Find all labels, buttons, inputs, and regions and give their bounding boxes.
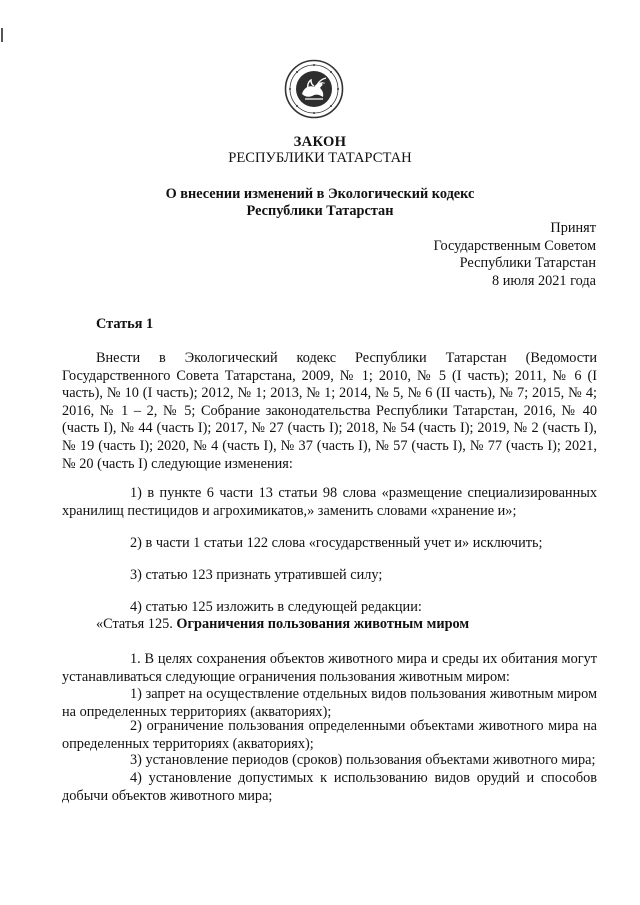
item-text: в пункте 6 части 13 статьи 98 слова «размещение специализированных хранилищ пестицидов и агрохимикатов,» заменить словами «хранение и»; bbox=[62, 485, 597, 519]
document-type: ЗАКОН bbox=[293, 134, 347, 150]
article-intro: Внести в Экологический кодекс Республики Татарстан (Ведомости Государственного Совета Татарстана, 2009, № 1; 2010, № 5 (I часть); 2011, № 6 (I часть), № 10 (I часть); 2012, № 1; 2013, № 1; 2014, № 5, № 6 (II часть), № 7; 2015, № 4; 2016, № 1 – 2, № 5; Собрание законодательства Республики Татарстан, 2016, № 40 (часть I), № 44 (часть I); 2017, № 27 (часть I); 2018, № 54 (часть I); 2019, № 2 (часть I), № 19 (часть I); 2020, № 4 (часть I), № 37 (часть I), № 57 (часть I), № 77 (часть I); 2021, № 20 (часть I) следующие изменения: bbox=[62, 350, 597, 472]
item-number: 1) bbox=[130, 686, 142, 702]
item-number: 2) bbox=[130, 535, 142, 551]
adopted-date: 8 июля 2021 года bbox=[491, 272, 596, 289]
amendment-item-4 bbox=[62, 599, 597, 617]
item-text: в части 1 статьи 122 слова «государственный учет и» исключить; bbox=[145, 535, 543, 551]
amendment-item-1 bbox=[62, 485, 597, 520]
item-text: запрет на осуществление отдельных видов пользования животным миром на определенных территориях (акваториях); bbox=[62, 686, 597, 720]
adoption-block bbox=[433, 220, 596, 290]
coat-of-arms-emblem bbox=[284, 59, 344, 119]
restriction-item-4 bbox=[62, 770, 597, 805]
adopted-body: Государственным Советом bbox=[433, 237, 596, 254]
item-number: 1) bbox=[130, 485, 142, 501]
item-number: 4) bbox=[130, 599, 142, 615]
item-number: 2) bbox=[130, 718, 142, 734]
quoted-part-1 bbox=[62, 651, 597, 686]
item-text: ограничение пользования определенными объектами животного мира на определенных территориях (акваториях); bbox=[62, 718, 597, 752]
amendment-item-3 bbox=[62, 567, 597, 585]
restriction-item-3 bbox=[62, 752, 597, 770]
quoted-article-title bbox=[62, 616, 597, 634]
law-subject-line-1: О внесении изменений в Экологический кодекс bbox=[165, 186, 475, 202]
restriction-item-2 bbox=[62, 718, 597, 753]
item-text: установление периодов (сроков) пользования объектами животного мира; bbox=[145, 752, 596, 768]
part-number: 1. bbox=[130, 651, 141, 667]
item-number: 3) bbox=[130, 567, 142, 583]
amendment-item-2 bbox=[62, 535, 597, 553]
item-text: статью 125 изложить в следующей редакции: bbox=[145, 599, 422, 615]
item-text: статью 123 признать утратившей силу; bbox=[145, 567, 383, 583]
article-heading: Статья 1 bbox=[96, 316, 154, 332]
law-subject-line-2: Республики Татарстан bbox=[246, 203, 394, 219]
restriction-item-1 bbox=[62, 686, 597, 721]
item-number: 4) bbox=[130, 770, 142, 786]
item-number: 3) bbox=[130, 752, 142, 768]
quoted-article-name: Ограничения пользования животным миром bbox=[176, 616, 470, 632]
quoted-article-prefix: «Статья 125. bbox=[96, 616, 173, 632]
part-text: В целях сохранения объектов животного мира и среды их обитания могут устанавливаться следующие ограничения пользования животным миром: bbox=[62, 651, 597, 685]
scan-edge-mark bbox=[1, 28, 3, 42]
item-text: установление допустимых к использованию видов орудий и способов добычи объектов животного мира; bbox=[62, 770, 597, 804]
adopted-republic: Республики Татарстан bbox=[459, 255, 596, 271]
adopted-label: Принят bbox=[550, 220, 596, 236]
issuer: РЕСПУБЛИКИ ТАТАРСТАН bbox=[228, 150, 412, 166]
